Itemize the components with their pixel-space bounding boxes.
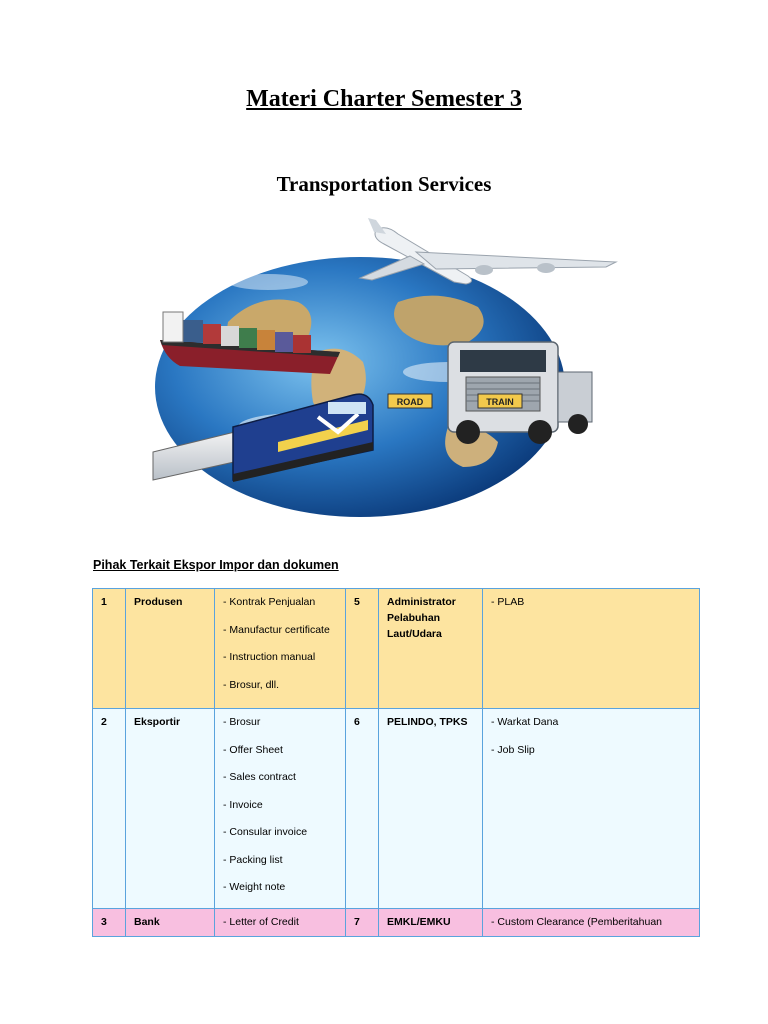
document-item: - Manufactur certificate	[223, 623, 330, 636]
party-name: Eksportir	[126, 709, 215, 909]
document-item: - Offer Sheet	[223, 743, 283, 756]
party-name: Produsen	[126, 589, 215, 709]
row-number: 2	[93, 709, 126, 909]
transportation-illustration	[148, 212, 618, 517]
document-item: - Warkat Dana	[491, 716, 559, 728]
document-item: - Invoice	[223, 798, 263, 811]
parties-table	[92, 588, 700, 937]
document-list	[483, 589, 700, 709]
document-item: - Kontrak Penjualan	[223, 596, 316, 608]
party-name: PELINDO, TPKS	[379, 709, 483, 909]
document-list	[483, 709, 700, 909]
document-item: - Sales contract	[223, 771, 296, 783]
document-list	[215, 909, 346, 937]
truck-train-label: TRAIN	[486, 397, 514, 407]
party-name: Bank	[126, 909, 215, 937]
document-title: Materi Charter Semester 3	[246, 86, 522, 112]
truck-road-label: ROAD	[396, 397, 424, 407]
row-number: 7	[346, 909, 379, 937]
document-item: - PLAB	[491, 596, 525, 608]
row-number: 3	[93, 909, 126, 937]
table-row	[93, 909, 700, 937]
document-item: - Brosur	[223, 716, 261, 728]
document-item: - Consular invoice	[223, 826, 308, 838]
table-row	[93, 589, 700, 709]
document-list	[483, 909, 700, 937]
document-item: - Custom Clearance (Pemberitahuan	[491, 916, 662, 928]
document-item: - Brosur, dll.	[223, 678, 280, 691]
table-row	[93, 709, 700, 909]
document-item: - Letter of Credit	[223, 916, 299, 928]
document-item: - Job Slip	[491, 743, 535, 756]
row-number: 5	[346, 589, 379, 709]
row-number: 6	[346, 709, 379, 909]
document-item: - Weight note	[223, 881, 286, 893]
document-list	[215, 709, 346, 909]
row-number: 1	[93, 589, 126, 709]
cloud	[228, 274, 308, 290]
document-subtitle: Transportation Services	[276, 172, 492, 196]
document-item: - Packing list	[223, 853, 283, 866]
section-heading: Pihak Terkait Ekspor Impor dan dokumen	[93, 558, 339, 572]
document-item: - Instruction manual	[223, 651, 316, 663]
party-name: EMKL/EMKU	[379, 909, 483, 937]
document-list	[215, 589, 346, 709]
party-name: Administrator Pelabuhan Laut/Udara	[379, 589, 483, 709]
